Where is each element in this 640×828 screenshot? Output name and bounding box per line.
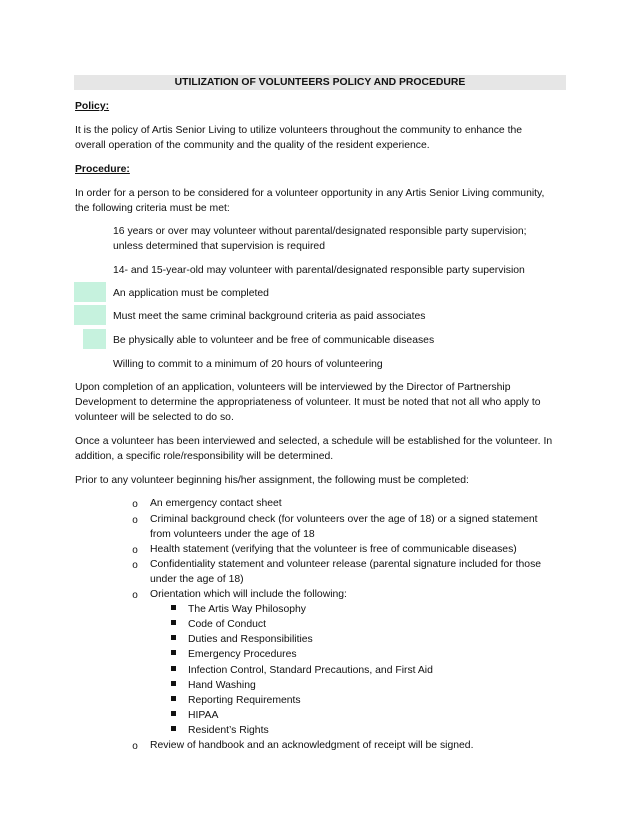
requirement-item-3: Health statement (verifying that the volunteer is free of communicable diseases) [150,544,517,555]
hollow-bullet-icon: o [132,499,138,510]
square-bullet-icon [171,620,176,625]
orientation-item: Reporting Requirements [188,695,301,706]
highlight-mark [74,305,106,325]
procedure-heading: Procedure: [75,164,130,175]
requirement-item-6: Review of handbook and an acknowledgment of receipt will be signed. [150,740,474,751]
requirement-item-1: An emergency contact sheet [150,498,282,509]
policy-text-line1: It is the policy of Artis Senior Living to utilize volunteers throughout the community to enhance the [75,125,523,136]
square-bullet-icon [171,666,176,671]
orientation-item: Resident’s Rights [188,725,269,736]
square-bullet-icon [171,605,176,610]
square-bullet-icon [171,726,176,731]
criteria-item-6: Willing to commit to a minimum of 20 hours of volunteering [113,359,383,370]
prior-requirements-intro: Prior to any volunteer beginning his/her assignment, the following must be completed: [75,475,469,486]
square-bullet-icon [171,681,176,686]
orientation-item: Emergency Procedures [188,649,297,660]
policy-heading: Policy: [75,101,110,112]
schedule-line1: Once a volunteer has been interviewed and selected, a schedule will be established for the volunteer. In [75,436,553,447]
interview-line3: volunteer will be selected to do so. [75,412,234,423]
requirement-item-4-line1: Confidentiality statement and volunteer release (parental signature included for those [150,559,542,570]
square-bullet-icon [171,696,176,701]
square-bullet-icon [171,650,176,655]
policy-text-line2: overall operation of the community and the quality of the resident experience. [75,140,430,151]
criteria-item-4: Must meet the same criminal background criteria as paid associates [113,311,426,322]
criteria-item-5: Be physically able to volunteer and be free of communicable diseases [113,335,435,346]
square-bullet-icon [171,635,176,640]
orientation-item: The Artis Way Philosophy [188,604,306,615]
hollow-bullet-icon: o [132,545,138,556]
requirement-item-2-line1: Criminal background check (for volunteers over the age of 18) or a signed statement [150,514,538,525]
procedure-intro-line1: In order for a person to be considered for a volunteer opportunity in any Artis Senior Living community, [75,188,545,199]
criteria-item-2: 14- and 15-year-old may volunteer with parental/designated responsible party supervision [113,265,525,276]
criteria-item-1-line2: unless determined that supervision is required [113,241,325,252]
schedule-line2: addition, a specific role/responsibility will be determined. [75,451,334,462]
orientation-item: Duties and Responsibilities [188,634,313,645]
hollow-bullet-icon: o [132,515,138,526]
orientation-item: Infection Control, Standard Precautions, and First Aid [188,665,433,676]
interview-line2: Development to determine the appropriateness of volunteer. It must be noted that not all who apply to [75,397,541,408]
requirement-item-5: Orientation which will include the following: [150,589,347,600]
criteria-item-3: An application must be completed [113,288,269,299]
hollow-bullet-icon: o [132,590,138,601]
requirement-item-4-line2: under the age of 18) [150,574,244,585]
orientation-item: Hand Washing [188,680,256,691]
orientation-item: HIPAA [188,710,219,721]
hollow-bullet-icon: o [132,741,138,752]
highlight-mark [74,282,106,302]
procedure-intro-line2: the following criteria must be met: [75,203,230,214]
highlight-mark [83,329,106,349]
document-title: UTILIZATION OF VOLUNTEERS POLICY AND PROCEDURE [74,75,566,90]
square-bullet-icon [171,711,176,716]
criteria-item-1-line1: 16 years or over may volunteer without parental/designated responsible party supervision; [113,226,527,237]
orientation-item: Code of Conduct [188,619,266,630]
requirement-item-2-line2: from volunteers under the age of 18 [150,529,315,540]
interview-line1: Upon completion of an application, volunteers will be interviewed by the Director of Partnership [75,382,511,393]
hollow-bullet-icon: o [132,560,138,571]
